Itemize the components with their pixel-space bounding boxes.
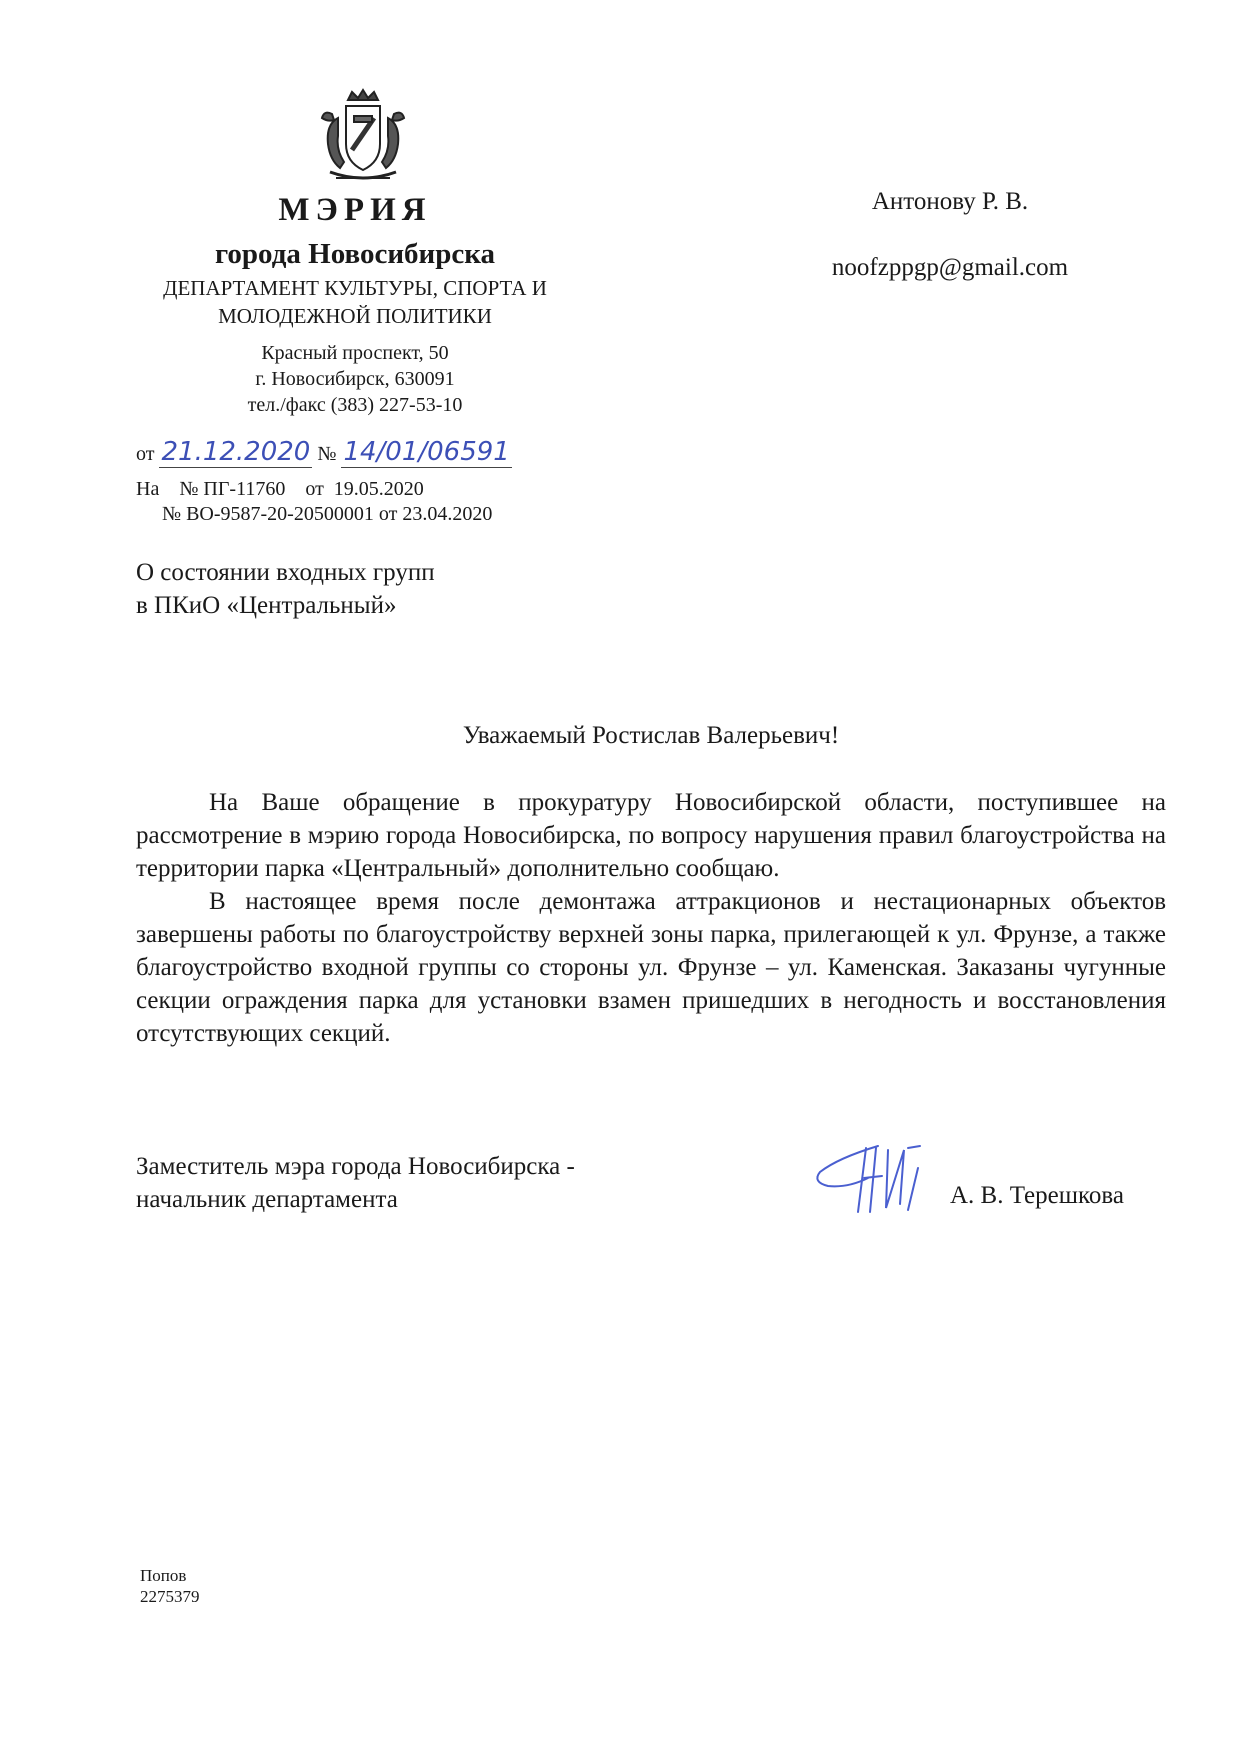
signatory-name: А. В. Терешкова xyxy=(950,1182,1124,1209)
executor-info xyxy=(140,1565,200,1607)
from-label: от xyxy=(136,443,155,465)
signatory-title xyxy=(136,1150,575,1216)
salutation: Уважаемый Ростислав Валерьевич! xyxy=(462,722,840,749)
executor-phone: 2275379 xyxy=(140,1587,200,1606)
department-name xyxy=(100,274,610,330)
address-city: г. Новосибирск, 630091 xyxy=(255,368,455,390)
reference-line-2: № ВО-9587-20-20500001 от 23.04.2020 xyxy=(162,503,493,525)
executor-name: Попов xyxy=(140,1566,187,1585)
address-phone: тел./факс (383) 227-53-10 xyxy=(247,394,463,416)
department-line-1: ДЕПАРТАМЕНТ КУЛЬТУРЫ, СПОРТА И xyxy=(163,276,547,300)
number-label: № xyxy=(317,443,337,465)
signatory-title-line-1: Заместитель мэра города Новосибирска - xyxy=(136,1153,575,1180)
recipient-name: Антонову Р. В. xyxy=(871,188,1029,215)
address-block xyxy=(100,340,610,418)
coat-of-arms-icon xyxy=(308,88,418,188)
signature-icon xyxy=(808,1138,958,1218)
reference-line-1: На № ПГ-11760 от 19.05.2020 xyxy=(136,478,424,500)
letter-body xyxy=(136,786,1166,1050)
department-line-2: МОЛОДЕЖНОЙ ПОЛИТИКИ xyxy=(218,304,492,328)
body-paragraph-1: На Ваше обращение в прокуратуру Новосибирской области, поступившее на рассмотрение в мэрию города Новосибирска, по вопросу нарушения правил благоустройства на территории парка «Центральный» дополнительно сообщаю. xyxy=(136,789,1166,882)
body-paragraph-2: В настоящее время после демонтажа аттракционов и нестационарных объектов завершены работы по благоустройству верхней зоны парка, прилегающей к ул. Фрунзе, а также благоустройство входной группы со стороны ул. Фрунзе – ул. Каменская. Заказаны чугунные секции ограждения парка для установки взамен пришедших в негодность и восстановления отсутствующих секций. xyxy=(136,888,1166,1047)
registration-number: 14/01/06591 xyxy=(343,437,510,467)
city-name: города Новосибирска xyxy=(214,238,496,270)
org-name: МЭРИЯ xyxy=(278,192,432,228)
subject-line-1: О состоянии входных групп xyxy=(136,559,435,586)
signatory-title-line-2: начальник департамента xyxy=(136,1186,398,1213)
subject-line-2: в ПКиО «Центральный» xyxy=(136,592,397,619)
address-street: Красный проспект, 50 xyxy=(261,342,449,364)
recipient-email: noofzppgp@gmail.com xyxy=(831,254,1069,281)
registration-date: 21.12.2020 xyxy=(161,437,311,467)
registration-line xyxy=(136,437,512,468)
subject xyxy=(136,556,435,622)
